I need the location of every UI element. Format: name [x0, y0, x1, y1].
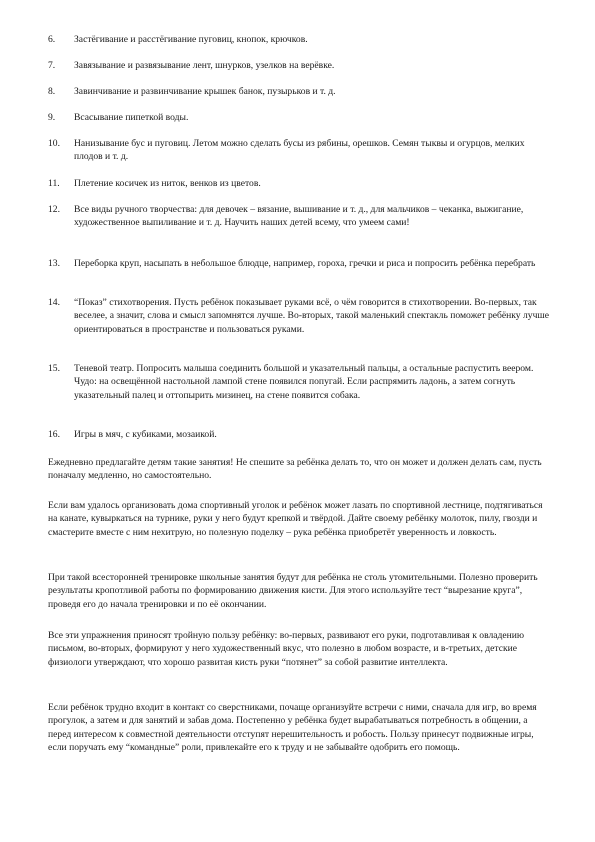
paragraph: При такой всесторонней тренировке школьные занятия будут для ребёнка не столь утомительными. Полезно проверить результаты кропотливой работы по формированию движения кисти. Для этого используйте тест “вырезание круга”, проведя его до начала тренировки и по её окончании. [48, 572, 538, 610]
list-item-text: Застёгивание и расстёгивание пуговиц, кнопок, крючков. [74, 34, 308, 45]
list-item-text: Всасывание пипеткой воды. [74, 112, 189, 123]
list-item-text: Завинчивание и развинчивание крышек банок, пузырьков и т. д. [74, 86, 336, 97]
list-item-number: 15. [48, 363, 60, 374]
list-item-number: 11. [48, 178, 60, 189]
list-item-number: 6. [48, 34, 56, 45]
list-item-text: Плетение косичек из ниток, венков из цветов. [74, 178, 261, 189]
paragraph: Все эти упражнения приносят тройную пользу ребёнку: во-первых, развивают его руки, подготавливая к овладению письмом, во-вторых, формируют у него художественный вкус, что полезно в любом возрасте, и в-третьих, детские физиологи утверждают, что хорошо развитая кисть руки “потянет” за собой развитие интеллекта. [48, 630, 525, 668]
list-item-text: Нанизывание бус и пуговиц. Летом можно сделать бусы из рябины, орешков. Семян тыквы и огурцов, мелких плодов и т. д. [74, 138, 525, 163]
paragraph: Если вам удалось организовать дома спортивный уголок и ребёнок может лазать по спортивной лестнице, подтягиваться на канате, кувыркаться на турнике, руки у него будут крепкой и твёрдой. Дайте своему ребёнку молоток, пилу, гвозди и смастерите вместе с ним нехитрую, но полезную поделку – рука ребёнка приобретёт уверенность и ловкость. [48, 500, 543, 538]
list-item-number: 14. [48, 297, 60, 308]
list-item-text: Игры в мяч, с кубиками, мозаикой. [74, 429, 217, 440]
list-item-number: 7. [48, 60, 56, 71]
list-item-number: 9. [48, 112, 56, 123]
list-item-text: “Показ” стихотворения. Пусть ребёнок показывает руками всё, о чём говорится в стихотворении. Во-первых, так веселее, а значит, слова и смысл запомнятся лучше. Во-вторых, такой маленький спектакль поможет ребёнку лучше ориентироваться в пространстве и пользоваться руками. [74, 297, 550, 335]
paragraph: Ежедневно предлагайте детям такие занятия! Не спешите за ребёнка делать то, что он может и должен делать сам, пусть поначалу медленно, но самостоятельно. [48, 457, 542, 482]
list-item-number: 16. [48, 429, 60, 440]
paragraph: Если ребёнок трудно входит в контакт со сверстниками, почаще организуйте встречи с ними, сначала для игр, во время прогулок, а затем и для занятий и забав дома. Постепенно у ребёнка будет вырабатываться потребность в общении, а перед интересом к совместной деятельности отступят нерешительность и робость. Пользу принесут подвижные игры, если поручать ему “командные” роли, привлекайте его к труду и не забывайте одобрить его помощь. [48, 702, 537, 754]
list-item-number: 8. [48, 86, 56, 97]
list-item-text: Теневой театр. Попросить малыша соединить большой и указательный пальцы, а остальные распустить веером. Чудо: на освещённой настольной лампой стене появился попугай. Если распрямить ладонь, а затем согнуть указательный палец и оттопырить мизинец, на стене появится собака. [74, 363, 534, 401]
list-item-text: Завязывание и развязывание лент, шнурков, узелков на верёвке. [74, 60, 335, 71]
list-item-number: 13. [48, 258, 60, 269]
list-item-number: 10. [48, 138, 60, 149]
list-item-number: 12. [48, 204, 60, 215]
list-item-text: Переборка круп, насыпать в небольшое блюдце, например, гороха, гречки и риса и попросить ребёнка перебрать [74, 258, 536, 269]
list-item-text: Все виды ручного творчества: для девочек – вязание, вышивание и т. д., для мальчиков – чеканка, выжигание, художественное выпиливание и т. д. Научить наших детей всему, что умеем сами! [74, 204, 524, 229]
